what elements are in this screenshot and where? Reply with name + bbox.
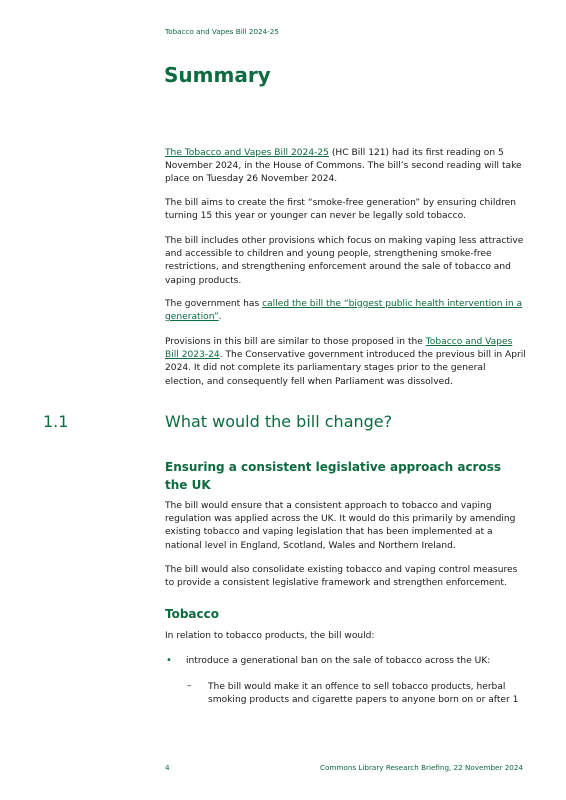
subsection-heading-tobacco: Tobacco (165, 607, 219, 621)
subsection-paragraph-2 (165, 564, 527, 590)
sub1-p2-text: The bill would also consolidate existing tobacco and vaping control measures to provide a consistent legislative framework and strengthen enforcement. (165, 565, 518, 589)
summary-p4-pre: The government has (165, 299, 263, 309)
summary-p2-text: The bill aims to create the first “smoke-free generation” by ensuring children turning 15 this year or younger can never be legally sold tobacco. (165, 198, 517, 222)
page-title: Summary (164, 63, 271, 87)
list-item: introduce a generational ban on the sale of tobacco across the UK: (186, 656, 491, 666)
sub1-p1-text: The bill would ensure that a consistent approach to tobacco and vaping regulation was applied across the UK. It would do this primarily by amending existing tobacco and vaping legislation that has been implemented at a national level in England, Scotland, Wales and Northern Ireland. (165, 501, 516, 551)
bullet-icon: • (166, 655, 172, 666)
summary-p3-text: The bill includes other provisions which focus on making vaping less attractive and accessible to children and young people, strengthening smoke-free restrictions, and strengthening enforcement around the sale of tobacco and vaping products. (165, 236, 524, 286)
running-header: Tobacco and Vapes Bill 2024-25 (165, 27, 279, 36)
bill-link[interactable]: The Tobacco and Vapes Bill 2024-25 (165, 148, 329, 158)
summary-p1-text: (HC Bill 121) had its first reading on 5 November 2024, in the House of Commons. The bill’s second reading will take place on Tuesday 26 November 2024. (165, 148, 522, 185)
summary-p5-pre: Provisions in this bill are similar to those proposed in the (165, 337, 426, 347)
summary-paragraph-2 (165, 197, 527, 223)
summary-p5-post: . The Conservative government introduced the previous bill in April 2024. It did not complete its parliamentary stages prior to the general election, and consequently fell when Parliament was dissolved. (165, 350, 526, 387)
subsection-paragraph-1 (165, 500, 527, 553)
footer-publication: Commons Library Research Briefing, 22 November 2024 (320, 763, 523, 772)
summary-p4-post: . (218, 312, 222, 323)
dash-icon: – (187, 681, 192, 691)
summary-paragraph-4 (165, 298, 527, 324)
sub-list-item: The bill would make it an offence to sell tobacco products, herbal smoking products and cigarette papers to anyone born on or after 1 (208, 682, 519, 706)
section-number: 1.1 (43, 412, 69, 431)
summary-paragraph-5 (165, 336, 527, 389)
page-number: 4 (165, 763, 170, 772)
subsection-heading-consistency: Ensuring a consistent legislative approach across the UK (165, 460, 501, 492)
previous-bill-link[interactable]: Tobacco and Vapes Bill 2023-24 (165, 337, 513, 361)
section-title: What would the bill change? (165, 412, 393, 431)
tobacco-intro-text: In relation to tobacco products, the bill would: (165, 631, 375, 641)
summary-paragraph-1 (165, 147, 527, 187)
government-quote-link[interactable]: called the bill the “biggest public health intervention in a generation” (165, 299, 523, 323)
summary-paragraph-3 (165, 235, 527, 288)
tobacco-intro (165, 630, 527, 643)
